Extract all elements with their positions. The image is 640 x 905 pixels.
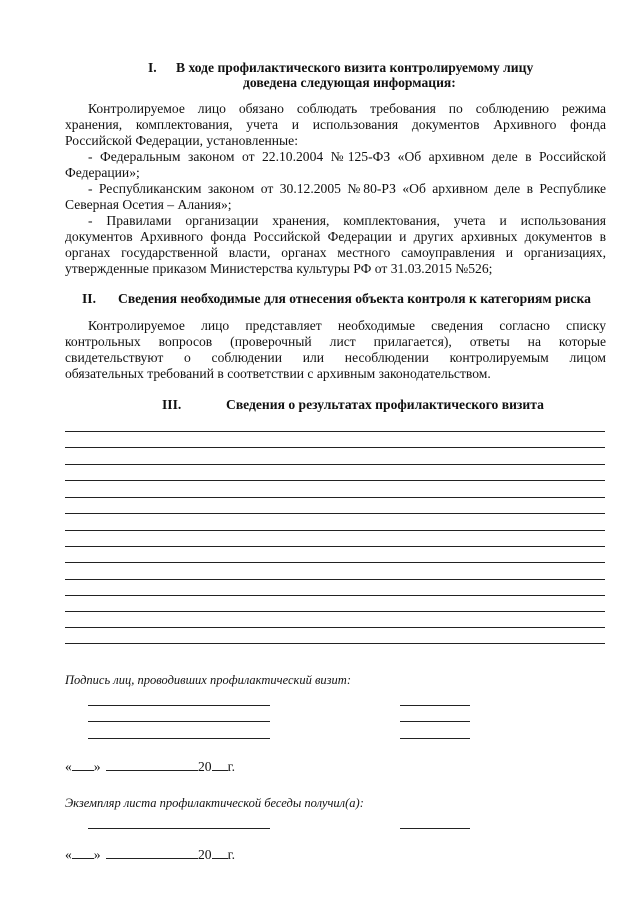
signature-sign-line[interactable]: [400, 721, 470, 722]
section1-line-3: Российской Федерации, установленные:: [65, 133, 298, 148]
section1-line-1: Контролируемое лицо обязано соблюдать требования по соблюдению режима: [88, 101, 606, 116]
section1-title-line1: В ходе профилактического визита контролируемому лицу: [176, 60, 534, 75]
result-line[interactable]: [65, 431, 605, 432]
signature-name-line[interactable]: [88, 721, 270, 722]
date-year-field[interactable]: [212, 758, 228, 771]
receipt-name-line[interactable]: [88, 828, 270, 829]
receipt-sign-line[interactable]: [400, 828, 470, 829]
section1-line-5: Федерации»;: [65, 165, 140, 180]
date-open-quote: «: [65, 847, 72, 862]
date-day-field[interactable]: [72, 758, 94, 771]
section1-title-line2: доведена следующая информация:: [243, 75, 456, 90]
signature-name-line[interactable]: [88, 738, 270, 739]
date-month-field[interactable]: [106, 758, 198, 771]
section2-line-2: контрольных вопросов (проверочный лист прилагается), ответы на которые: [65, 334, 606, 349]
section2-title: Сведения необходимые для отнесения объекта контроля к категориям риска: [118, 291, 591, 306]
receipt-label: Экземпляр листа профилактической беседы получил(а):: [65, 796, 364, 810]
date-day-field[interactable]: [72, 846, 94, 859]
result-line[interactable]: [65, 464, 605, 465]
result-line[interactable]: [65, 643, 605, 644]
date-close-quote: »: [93, 759, 101, 774]
section1-number: I.: [148, 60, 157, 75]
section1-line-2: хранения, комплектования, учета и использования документов Архивного фонда: [65, 117, 606, 132]
section1-line-6: - Республиканским законом от 30.12.2005 №80-РЗ «Об архивном деле в Республике: [88, 181, 606, 196]
signature-name-line[interactable]: [88, 705, 270, 706]
result-line[interactable]: [65, 513, 605, 514]
result-line[interactable]: [65, 579, 605, 580]
signatures-label: Подпись лиц, проводивших профилактический визит:: [65, 673, 351, 687]
signatures-date: [65, 758, 235, 775]
section1-line-11: утвержденные приказом Министерства культуры РФ от 31.03.2015 №526;: [65, 261, 493, 276]
result-line[interactable]: [65, 497, 605, 498]
result-line[interactable]: [65, 611, 605, 612]
section2-line-3: свидетельствуют о соблюдении или несоблюдении контролируемым лицом: [65, 350, 606, 365]
section1-line-4: - Федеральным законом от 22.10.2004 №125-ФЗ «Об архивном деле в Российской: [88, 149, 606, 164]
receipt-date: [65, 846, 235, 863]
date-year-prefix: 20: [198, 759, 212, 774]
date-close-quote: »: [93, 847, 101, 862]
signature-sign-line[interactable]: [400, 705, 470, 706]
section1-line-9: документов Архивного фонда Российской Федерации и других архивных документов в: [65, 229, 606, 244]
result-line[interactable]: [65, 595, 605, 596]
section2-number: II.: [82, 291, 96, 306]
result-line[interactable]: [65, 447, 605, 448]
section1-line-7: Северная Осетия – Алания»;: [65, 197, 232, 212]
section2-line-4: обязательных требований в соответствии с архивным законодательством.: [65, 366, 491, 381]
result-line[interactable]: [65, 562, 605, 563]
section3-title: Сведения о результатах профилактического визита: [226, 397, 544, 412]
result-line[interactable]: [65, 480, 605, 481]
section1-line-10: органах государственной власти, органах местного самоуправления и организациях,: [65, 245, 606, 260]
date-year-suffix: г.: [227, 759, 236, 774]
date-open-quote: «: [65, 759, 72, 774]
section3-number: III.: [162, 397, 182, 412]
date-month-field[interactable]: [106, 846, 198, 859]
section2-line-1: Контролируемое лицо представляет необходимые сведения согласно списку: [88, 318, 606, 333]
result-line[interactable]: [65, 627, 605, 628]
date-year-field[interactable]: [212, 846, 228, 859]
result-line[interactable]: [65, 530, 605, 531]
signature-sign-line[interactable]: [400, 738, 470, 739]
section1-line-8: - Правилами организации хранения, комплектования, учета и использования: [88, 213, 606, 228]
date-year-prefix: 20: [198, 847, 212, 862]
result-line[interactable]: [65, 546, 605, 547]
date-year-suffix: г.: [227, 847, 236, 862]
